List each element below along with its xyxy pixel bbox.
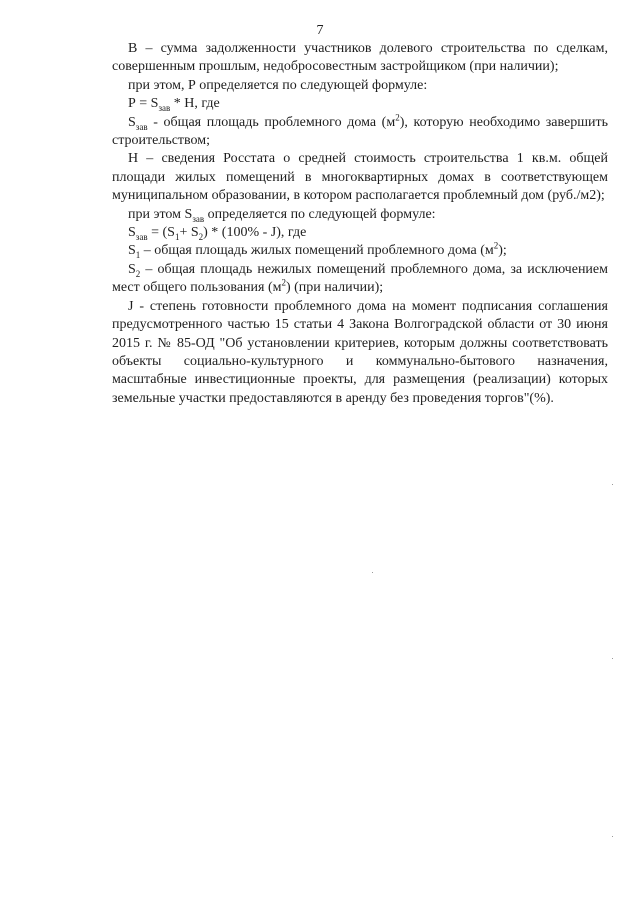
paragraph-s-zav-definition: $S_{зав}$ - общая площадь проблемного дома $(м^2)$, которую необходимо завершить строительством; bbox=[112, 111, 608, 149]
paragraph-s1-definition: $S_1$ – общая площадь жилых помещений проблемного дома $(м^2)$; bbox=[128, 240, 507, 261]
paragraph-p-intro: при этом, Р определяется по следующей формуле: bbox=[128, 77, 428, 93]
paragraph-h-definition: Н – сведения Росстата о средней стоимость строительства 1 кв.м. общей площади жилых помещений в многоквартирных домах в соответствующем муниципальном образовании, в котором располагается проблемный дом (руб./м2); bbox=[112, 151, 608, 204]
scan-speck bbox=[612, 658, 613, 659]
paragraph-j-definition: J - степень готовности проблемного дома на момент подписания соглашения предусмотренного частью 15 статьи 4 Закона Волгоградской области от 30 июня 2015 г. № 85-ОД "Об установлении критериев, которым должны соответствовать объекты социально-культурного и коммунально-бытового назначения, масштабные инвестиционные проекты, для размещения (реализации) которых земельные участки предоставляются в аренду без проведения торгов"(%). bbox=[112, 298, 608, 406]
scan-speck bbox=[372, 572, 373, 573]
formula-p: $Р = S_{зав} * Н$, где bbox=[128, 96, 220, 114]
scan-speck bbox=[612, 484, 613, 485]
document-body bbox=[112, 40, 608, 408]
scan-speck bbox=[612, 836, 613, 837]
paragraph-s2-definition: $S_2$ – общая площадь нежилых помещений проблемного дома, за исключением мест общего пользования $(м^2)$ (при наличии); bbox=[112, 261, 608, 296]
paragraph-s-intro: при этом $S_{зав}$ определяется по следующей формуле: bbox=[128, 206, 436, 224]
paragraph-b-debt: В – сумма задолженности участников долевого строительства по сделкам, совершенным прошлым, недобросовестным застройщиком (при наличии); bbox=[112, 41, 608, 75]
page-number: 7 bbox=[316, 23, 324, 38]
formula-s-zav: $S_{зав} = (S_1+ S_2) * (100\% - J)$, где bbox=[128, 225, 307, 242]
